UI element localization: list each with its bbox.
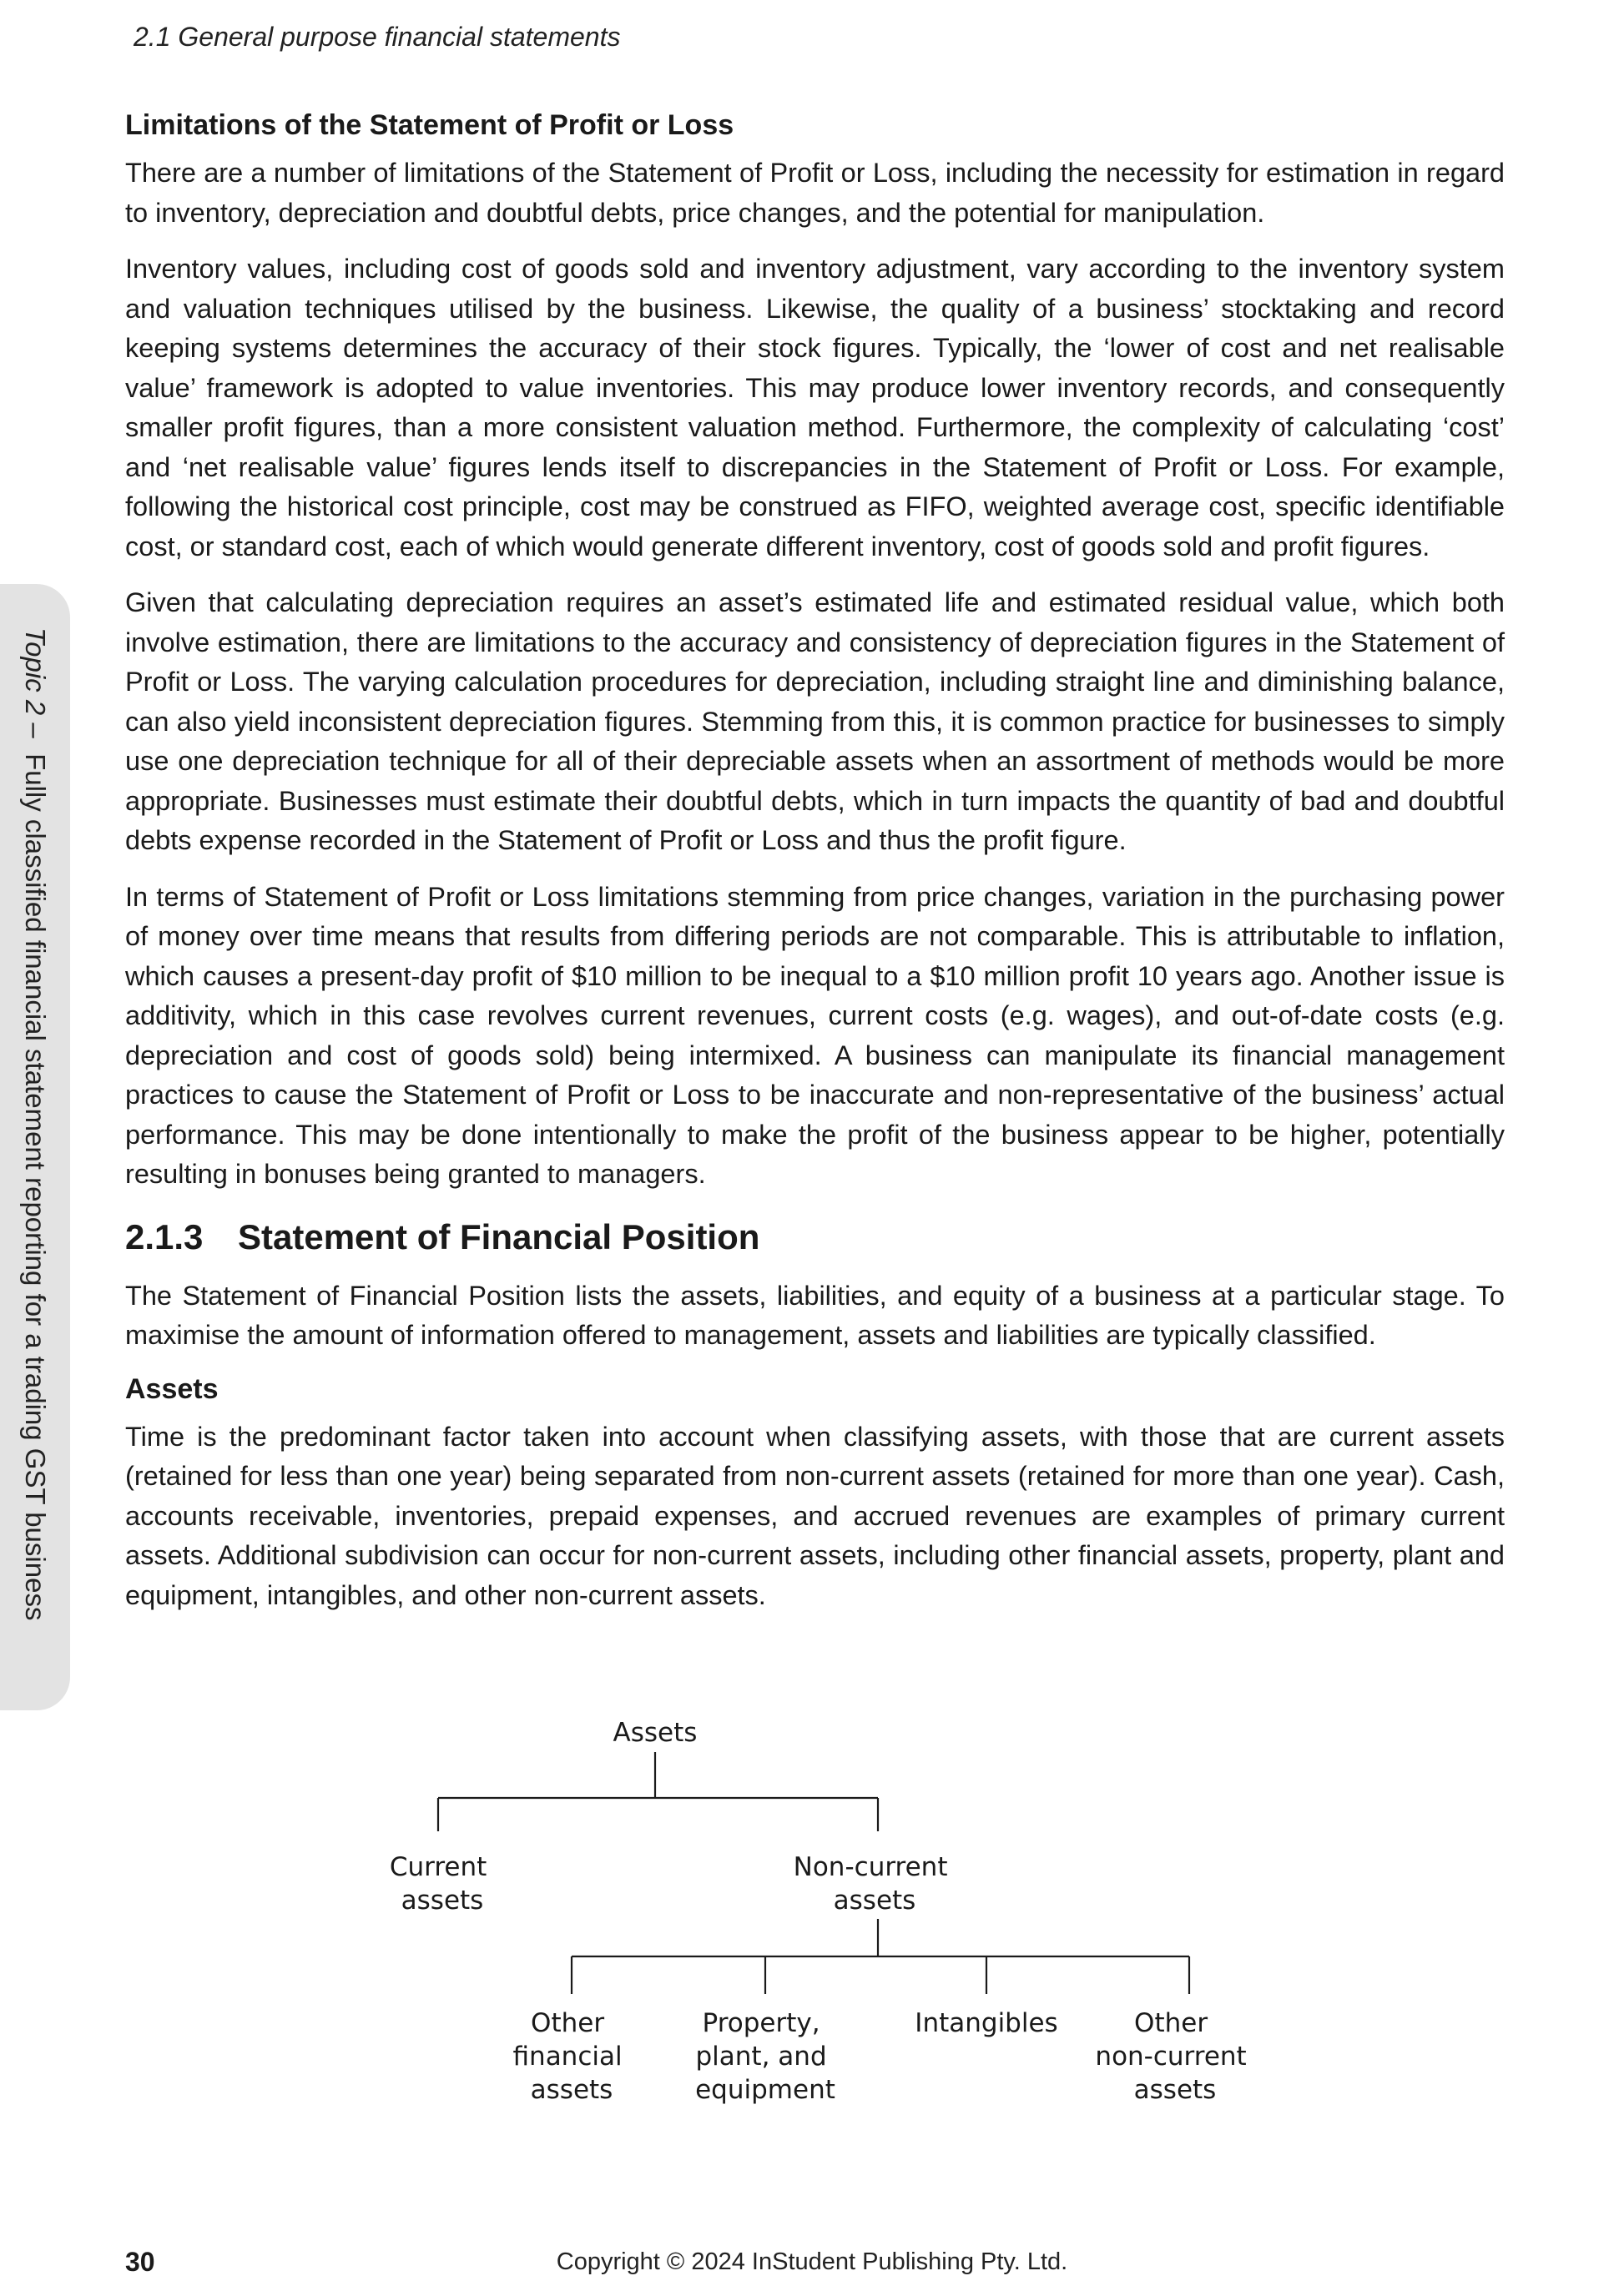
assets-classification-diagram	[367, 1706, 1285, 2123]
node-current-assets: Current assets	[389, 1852, 487, 1916]
side-tab-label	[17, 627, 53, 1687]
section-heading	[125, 1216, 1505, 1258]
limitations-paragraph-1: There are a number of limitations of the Statement of Profit or Loss, including the necessity for estimation in regard to inventory, depreciation and doubtful debts, price changes, and the potential for manipulation.	[125, 158, 1505, 228]
node-assets: Assets	[613, 1718, 698, 1748]
limitations-heading: Limitations of the Statement of Profit or Loss	[125, 109, 734, 141]
copyright-notice: Copyright © 2024 InStudent Publishing Pty. Ltd.	[556, 2248, 1068, 2275]
node-other-noncurrent-assets: Other non-current assets	[1095, 2008, 1247, 2105]
side-tab-title: Fully classified financial statement reporting for a trading GST business	[20, 753, 51, 1621]
side-tab-topic: Topic 2 –	[20, 627, 51, 738]
node-noncurrent-assets: Non-current assets	[793, 1852, 948, 1916]
section-title: Statement of Financial Position	[238, 1216, 760, 1256]
node-intangibles: Intangibles	[915, 2008, 1058, 2038]
limitations-paragraph-2: Inventory values, including cost of goods sold and inventory adjustment, vary according to the inventory system and valuation techniques utilised by the business. Likewise, the quality of a business’ stocktaking and record keeping systems determines the accuracy of their stock figures. Typically, the ‘lower of cost and net realisable value’ framework is adopted to value inventories. This may produce lower inventory records, and consequently smaller profit figures, than a more consistent valuation method. Furthermore, the complexity of calculating ‘cost’ and ‘net realisable value’ figures lends itself to discrepancies in the Statement of Profit or Loss. For example, following the historical cost principle, cost may be construed as FIFO, weighted average cost, specific identifiable cost, or standard cost, each of which would generate different inventory, cost of goods sold and profit figures.	[125, 254, 1505, 561]
running-header: 2.1 General purpose financial statements	[134, 22, 621, 52]
limitations-paragraph-3: Given that calculating depreciation requires an asset’s estimated life and estimated residual value, which both involve estimation, there are limitations to the accuracy and consistency of depreciation figures in the Statement of Profit or Loss. The varying calculation procedures for depreciation, including straight line and diminishing balance, can also yield inconsistent depreciation figures. Stemming from this, it is common practice for businesses to simply use one depreciation technique for all of their depreciable assets when an assortment of methods would be more appropriate. Businesses must estimate their doubtful debts, which in turn impacts the quantity of bad and doubtful debts expense recorded in the Statement of Profit or Loss and thus the profit figure.	[125, 587, 1505, 855]
page-content	[125, 108, 1505, 1632]
assets-heading: Assets	[125, 1372, 219, 1405]
section-number: 2.1.3	[125, 1216, 204, 1256]
node-other-financial-assets: Other financial assets	[512, 2008, 623, 2105]
limitations-paragraph-4: In terms of Statement of Profit or Loss limitations stemming from price changes, variation in the purchasing power of money over time means that results from differing periods are not comparable. This is attributable to inflation, which causes a present-day profit of $10 million to be inequal to a $10 million profit 10 years ago. Another issue is additivity, which in this case revolves current revenues, current costs (e.g. wages), and out-of-date costs (e.g. depreciation and cost of goods sold) being intermixed. A business can manipulate its financial management practices to cause the Statement of Profit or Loss to be inaccurate and non-representative of the business’ actual performance. This may be done intentionally to make the profit of the business appear to be higher, potentially resulting in bonuses being granted to managers.	[125, 881, 1505, 1189]
node-property-plant-equipment: Property, plant, and equipment	[695, 2008, 835, 2105]
section-intro: The Statement of Financial Position lists the assets, liabilities, and equity of a business at a particular stage. To maximise the amount of information offered to management, assets and liabilities are typically classified.	[125, 1280, 1505, 1350]
assets-paragraph: Time is the predominant factor taken into account when classifying assets, with those that are current assets (retained for less than one year) being separated from non-current assets (retained for more than one year). Cash, accounts receivable, inventories, prepaid expenses, and accrued revenues are examples of primary current assets. Additional subdivision can occur for non-current assets, including other financial assets, property, plant and equipment, intangibles, and other non-current assets.	[125, 1421, 1505, 1610]
page-number: 30	[125, 2247, 155, 2277]
